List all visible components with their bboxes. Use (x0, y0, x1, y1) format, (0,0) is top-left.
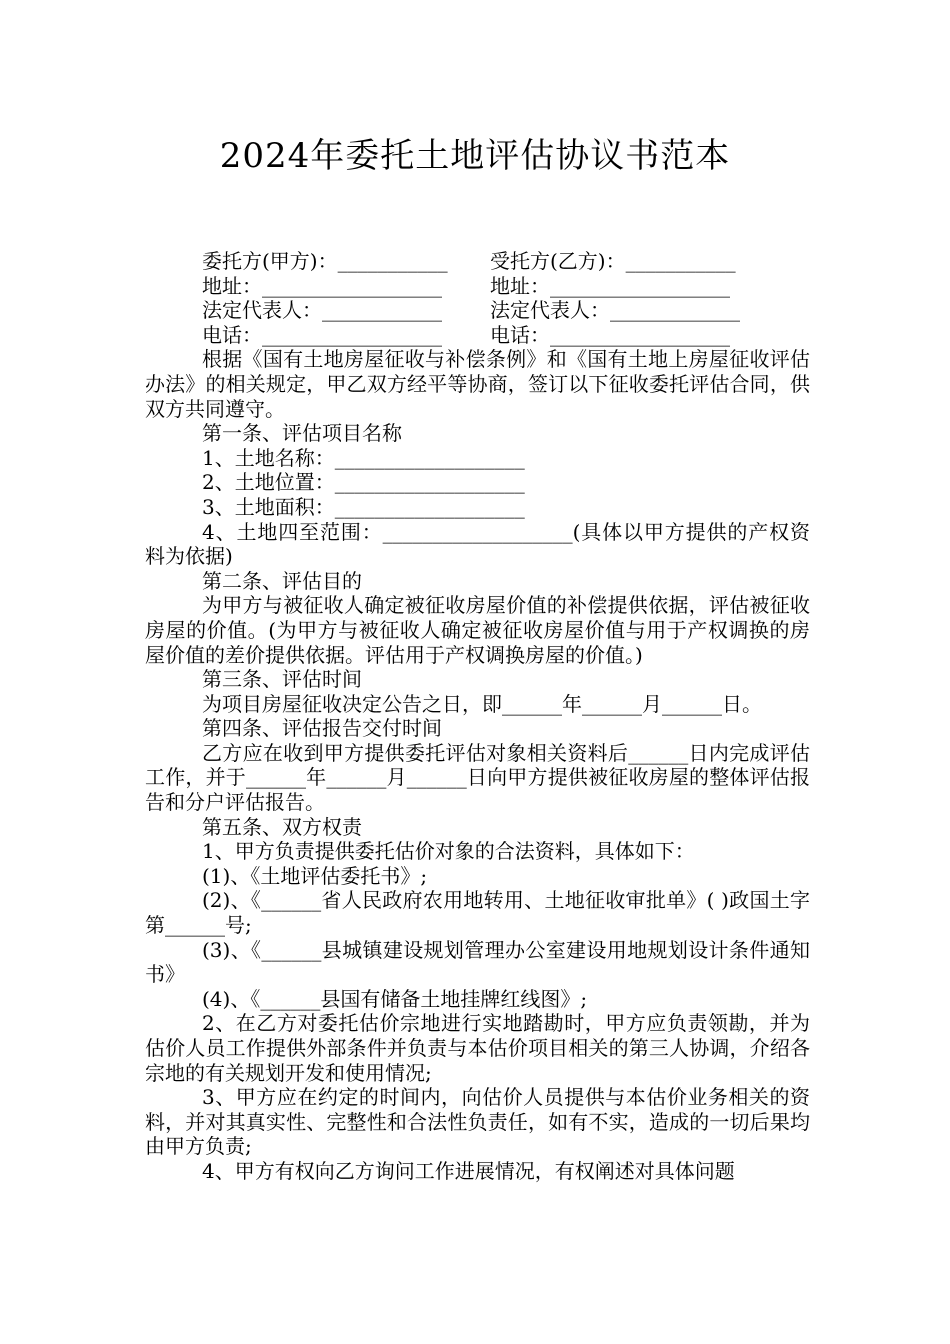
party-a-field: 电话：__________________ (202, 322, 442, 347)
document-title: 2024年委托土地评估协议书范本 (219, 136, 731, 176)
paragraph: 2、在乙方对委托估价宗地进行实地踏勘时，甲方应负责领勘，并为估价人员工作提供外部条件并负责与本估价项目相关的第三人协调，介绍各宗地的有关规划开发和使用情况; (145, 1011, 810, 1085)
paragraph: (1)、《土地评估委托书》; (202, 863, 428, 888)
paragraph: 为项目房屋征收决定公告之日，即______年______月______日。 (202, 691, 762, 716)
party-b-field: 地址：__________________ (490, 273, 730, 298)
section-heading: 第二条、评估目的 (202, 568, 362, 593)
paragraph: 3、土地面积：___________________ (202, 494, 525, 519)
section-heading: 第一条、评估项目名称 (202, 421, 402, 446)
party-a-field: 法定代表人：____________ (202, 298, 442, 323)
party-row (145, 323, 810, 348)
document-body (145, 249, 810, 1184)
paragraph: 1、土地名称：___________________ (202, 445, 525, 470)
paragraph: 1、甲方负责提供委托估价对象的合法资料，具体如下： (202, 839, 695, 864)
party-row (145, 249, 810, 274)
paragraph: 乙方应在收到甲方提供委托评估对象相关资料后______日内完成评估工作，并于______年______月______日向甲方提供被征收房屋的整体评估报告和分户评估报告。 (145, 740, 810, 815)
paragraph: 3、甲方应在约定的时间内，向估价人员提供与本估价业务相关的资料，并对其真实性、完整性和合法性负责任，如有不实，造成的一切后果均由甲方负责; (145, 1085, 810, 1159)
party-b-field: 法定代表人：_____________ (490, 298, 740, 323)
section-heading: 第三条、评估时间 (202, 667, 362, 692)
party-b-field: 受托方(乙方)：___________ (490, 249, 736, 273)
paragraph: 4、土地四至范围：___________________(具体以甲方提供的产权资料为依据) (145, 519, 810, 569)
paragraph: (4)、《______县国有储备土地挂牌红线图》; (202, 986, 588, 1011)
party-a-field: 地址：__________________ (202, 273, 442, 298)
paragraph: 4、甲方有权向乙方询问工作进展情况，有权阐述对具体问题 (202, 1158, 735, 1183)
section-heading: 第五条、双方权责 (202, 814, 362, 839)
paragraph: (2)、《______省人民政府农用地转用、土地征收审批单》( )政国土字第______号; (145, 888, 810, 938)
paragraph: 2、土地位置：___________________ (202, 470, 525, 495)
paragraph: 根据《国有土地房屋征收与补偿条例》和《国有土地上房屋征收评估办法》的相关规定，甲乙双方经平等协商，签订以下征收委托评估合同，供双方共同遵守。 (145, 347, 810, 421)
paragraph: 为甲方与被征收人确定被征收房屋价值的补偿提供依据，评估被征收房屋的价值。(为甲方与被征收人确定被征收房屋价值与用于产权调换的房屋价值的差价提供依据。评估用于产权调换房屋的价值。) (145, 593, 810, 667)
party-b-field: 电话：__________________ (490, 322, 730, 347)
party-row (145, 274, 810, 299)
party-a-field: 委托方(甲方)：___________ (202, 249, 448, 273)
party-row (145, 298, 810, 323)
paragraph: (3)、《______县城镇建设规划管理办公室建设用地规划设计条件通知书》 (145, 937, 810, 987)
section-heading: 第四条、评估报告交付时间 (202, 716, 442, 741)
